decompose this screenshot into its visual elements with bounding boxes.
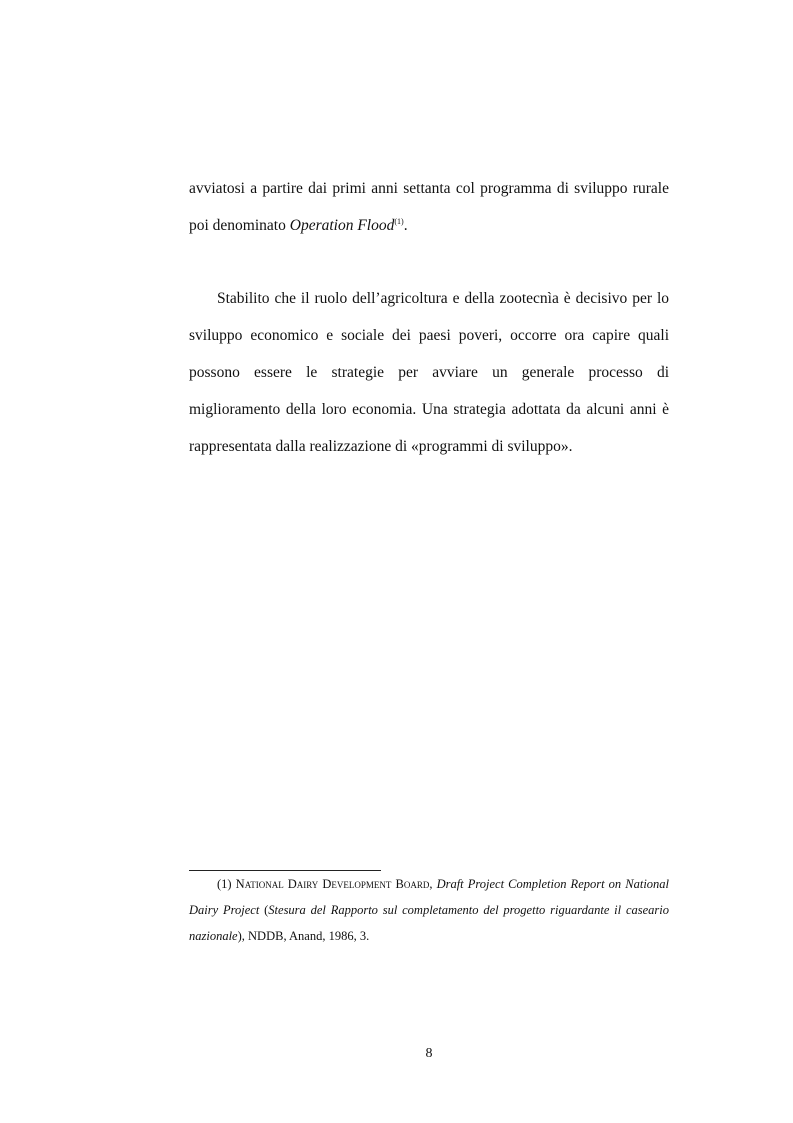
- footnote-author: National Dairy Development Board: [235, 877, 430, 891]
- paragraph-1: [189, 170, 669, 244]
- footnote-paren-close: ),: [237, 929, 249, 943]
- footnote-1: [189, 871, 669, 949]
- operation-flood-italic: Operation Flood: [289, 217, 395, 234]
- footnote-reference[interactable]: (1): [394, 217, 404, 226]
- footnote-details: NDDB, Anand, 1986, 3.: [248, 929, 370, 943]
- footnote-translation: Stesura del Rapporto sul completamento del progetto riguardante il caseario nazionale: [189, 903, 669, 943]
- footnote-paren-open: (: [259, 903, 269, 917]
- footnote-number: (1): [217, 877, 232, 891]
- paragraph-1-text: avviatosi a partire dai primi anni settanta col programma di sviluppo rurale poi denominato: [189, 180, 669, 234]
- paragraph-2: Stabilito che il ruolo dell’agricoltura e della zootecnìa è decisivo per lo sviluppo economico e sociale dei paesi poveri, occorre ora capire quali possono essere le strategie per avviare un generale processo di miglioramento della loro economia. Una strategia adottata da alcuni anni è rappresentata dalla realizzazione di «programmi di sviluppo».: [189, 290, 669, 455]
- paragraph-1-end: .: [403, 217, 408, 234]
- page-number: 8: [425, 1046, 433, 1061]
- footnote-separator: ,: [429, 877, 437, 891]
- footnote-title: Draft Project Completion Report on National Dairy Project: [189, 877, 670, 917]
